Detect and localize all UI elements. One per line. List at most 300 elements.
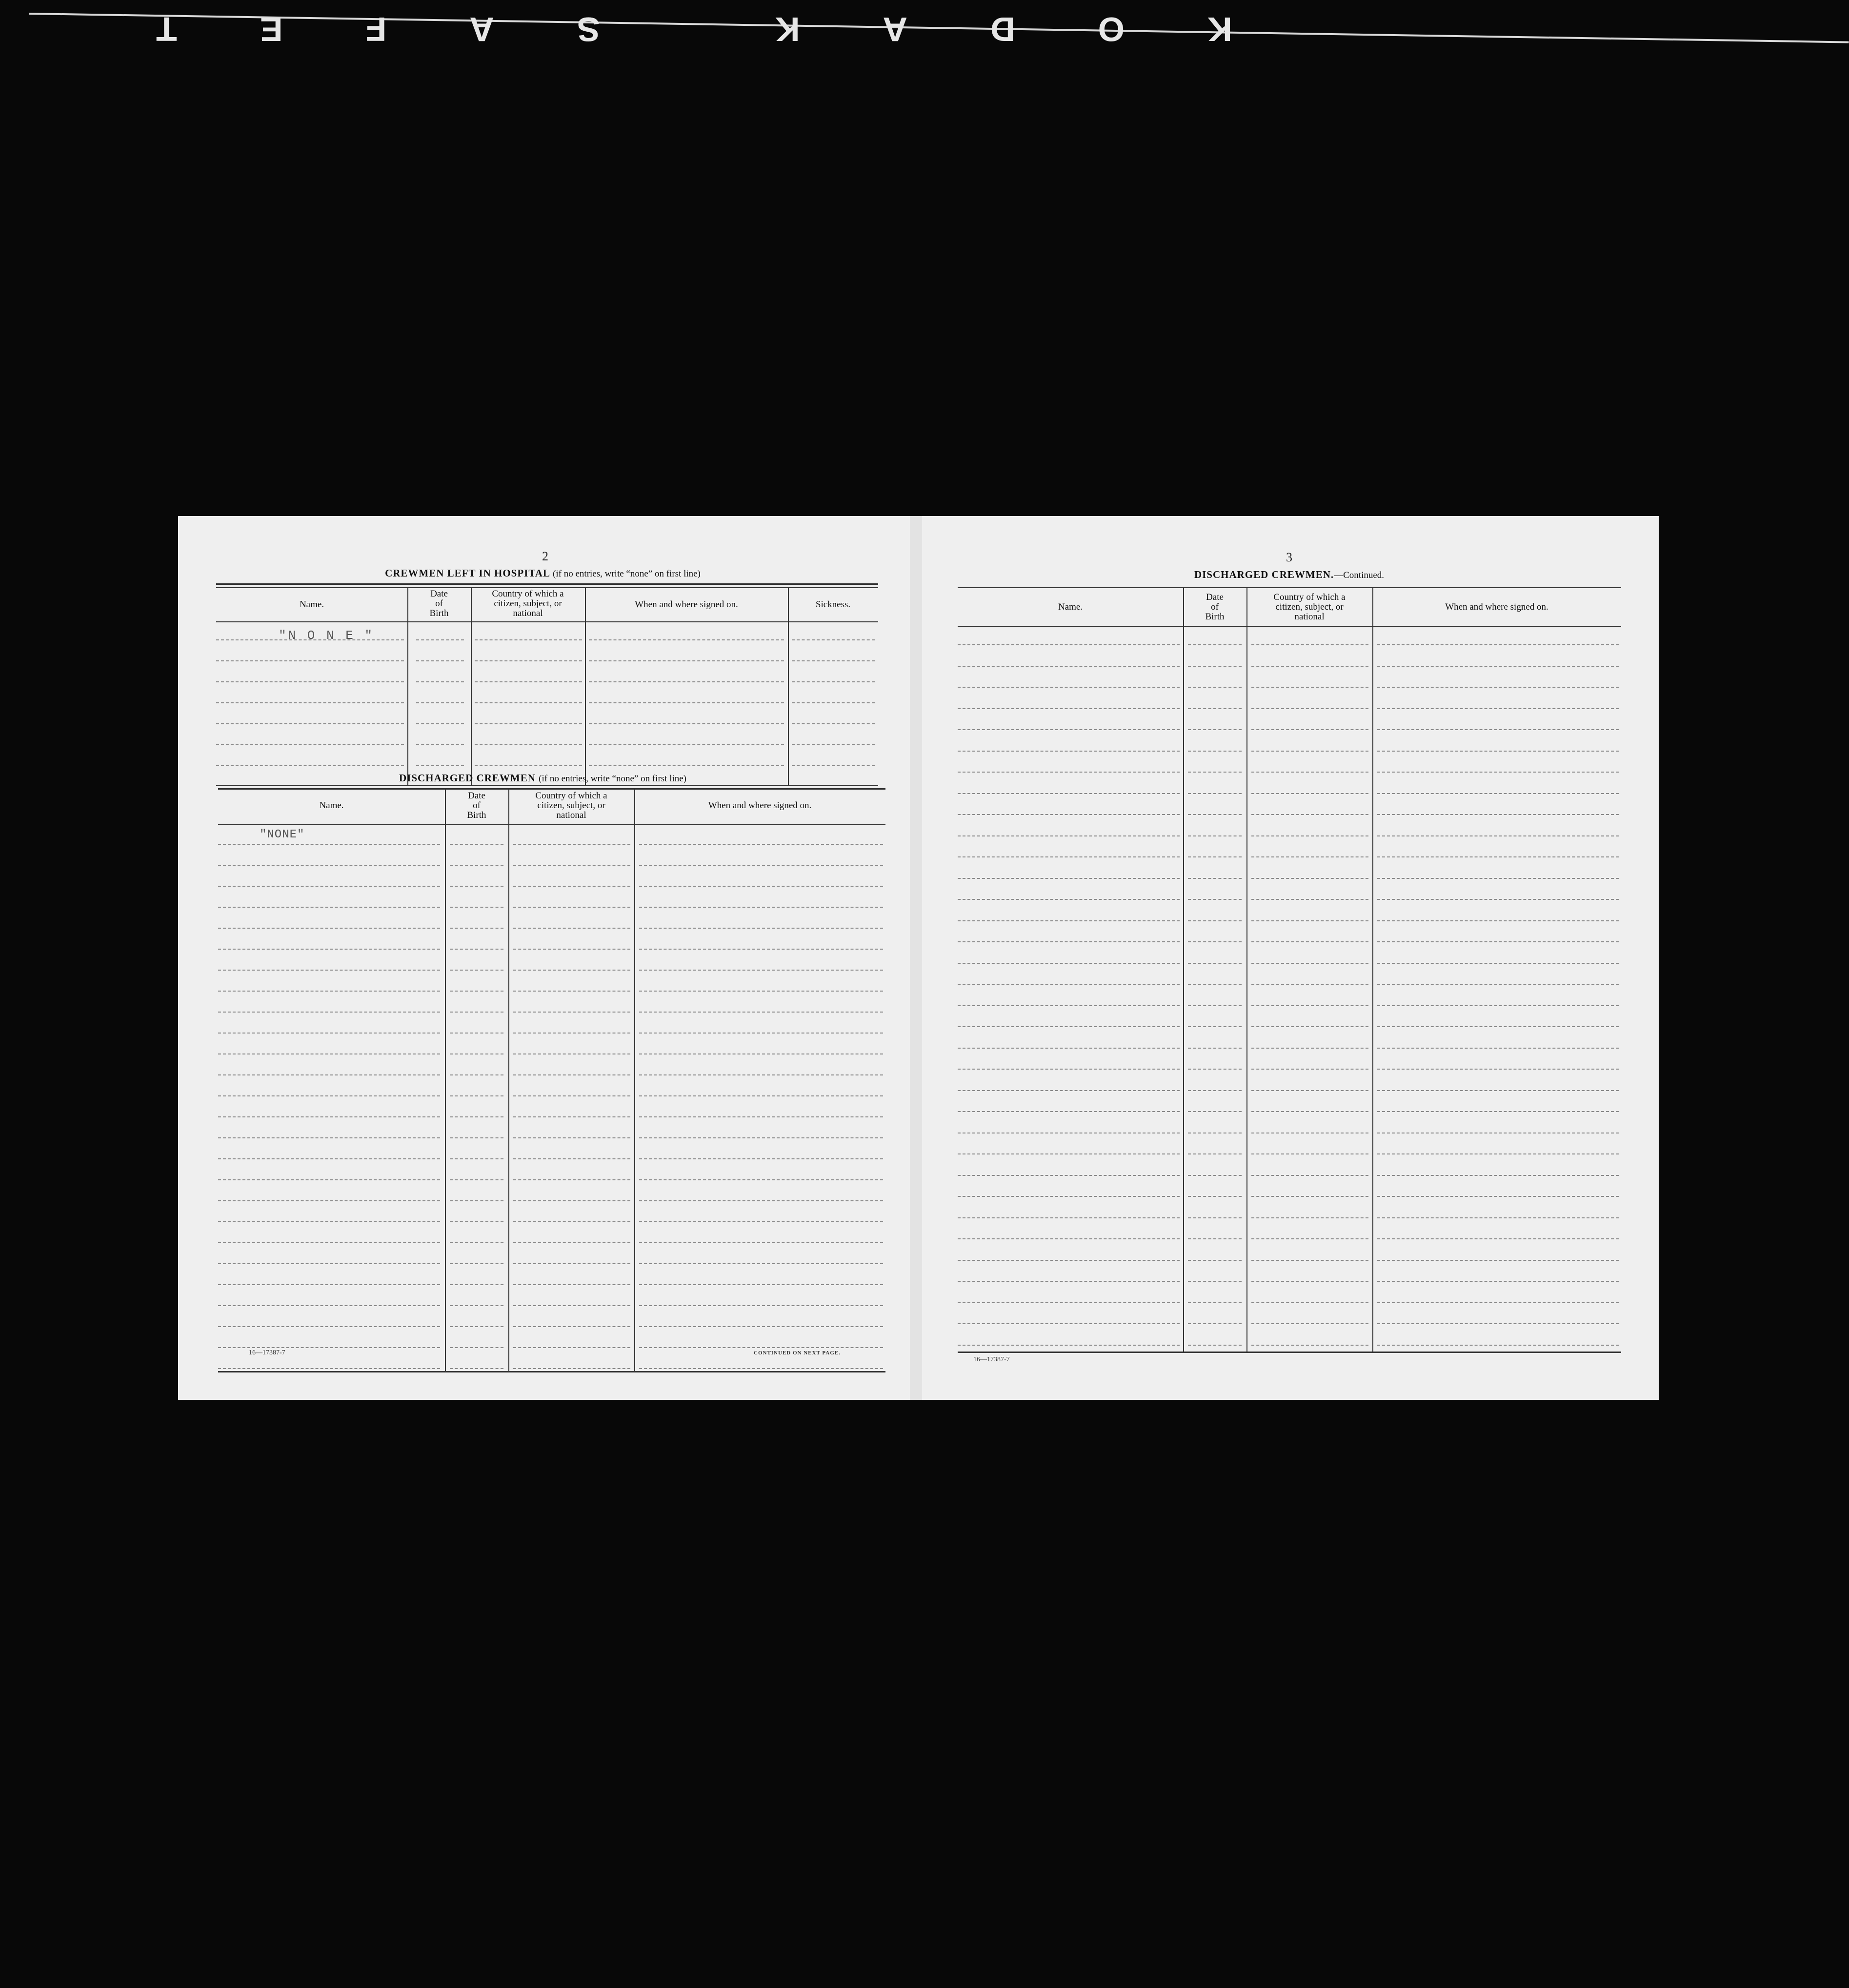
form-code: 16—17387-7: [249, 1349, 285, 1356]
ruled-line: [639, 1074, 883, 1075]
ruled-line: [1377, 1238, 1619, 1239]
ruled-line: [1251, 1153, 1368, 1154]
ruled-line: [1188, 856, 1242, 857]
ruled-line: [218, 1305, 440, 1306]
ruled-line: [639, 1305, 883, 1306]
film-edge: [0, 0, 1849, 46]
ruled-line: [958, 1217, 1180, 1218]
ruled-line: [1188, 1196, 1242, 1197]
ruled-line: [450, 1033, 503, 1034]
ruled-line: [218, 970, 440, 971]
ruled-line: [639, 991, 883, 992]
col-header-signed-on: When and where signed on.: [635, 599, 738, 610]
col-header-date-of-birth: Date of Birth: [1205, 592, 1225, 622]
film-edge-marking: KODAK SAFET: [73, 10, 1232, 48]
ruled-line: [416, 765, 464, 766]
ruled-line: [216, 681, 404, 682]
discharged-continued-table: [958, 587, 1621, 1355]
ruled-line: [1188, 1026, 1242, 1027]
ruled-line: [958, 772, 1180, 773]
ruled-line: [475, 765, 582, 766]
ruled-line: [639, 1095, 883, 1096]
col-header-signed-on: When and where signed on.: [708, 800, 812, 811]
ruled-line: [639, 949, 883, 950]
ruled-line: [1188, 1345, 1242, 1346]
ruled-line: [1377, 793, 1619, 794]
ruled-line: [639, 1263, 883, 1264]
ruled-line: [1251, 963, 1368, 964]
ruled-line: [1251, 1048, 1368, 1049]
ruled-line: [1251, 1281, 1368, 1282]
ruled-line: [475, 702, 582, 703]
ruled-line: [513, 1305, 630, 1306]
ruled-line: [218, 1179, 440, 1180]
ruled-line: [1188, 1260, 1242, 1261]
ruled-line: [450, 1012, 503, 1013]
ruled-line: [589, 702, 784, 703]
discharged-instruction: (if no entries, write “none” on first line): [539, 774, 687, 784]
ruled-line: [218, 928, 440, 929]
discharged-table: [218, 788, 885, 1376]
ruled-line: [450, 1095, 503, 1096]
ruled-line: [589, 681, 784, 682]
ruled-line: [450, 1305, 503, 1306]
ruled-line: [639, 1242, 883, 1243]
ruled-line: [513, 1347, 630, 1348]
ruled-line: [792, 765, 875, 766]
ruled-line: [1377, 1111, 1619, 1112]
ruled-line: [513, 844, 630, 845]
ruled-line: [218, 865, 440, 866]
ruled-line: [1251, 856, 1368, 857]
ruled-line: [1251, 1260, 1368, 1261]
ruled-line: [1377, 1069, 1619, 1070]
ruled-line: [218, 1263, 440, 1264]
ruled-line: [1188, 1217, 1242, 1218]
ruled-line: [639, 1347, 883, 1348]
ruled-line: [639, 970, 883, 971]
ruled-line: [1377, 1090, 1619, 1091]
ruled-line: [639, 1158, 883, 1159]
hospital-section-title: [178, 567, 907, 579]
hospital-instruction: (if no entries, write “none” on first line): [553, 569, 701, 579]
ruled-line: [1251, 666, 1368, 667]
ruled-line: [450, 1074, 503, 1075]
ruled-line: [639, 1179, 883, 1180]
ruled-line: [1188, 1005, 1242, 1006]
ruled-line: [1188, 1281, 1242, 1282]
ruled-line: [1251, 920, 1368, 921]
ruled-line: [958, 1175, 1180, 1176]
ruled-line: [513, 1033, 630, 1034]
col-header-country: Country of which a citizen, subject, or national: [535, 791, 607, 820]
ruled-line: [416, 660, 464, 661]
ruled-line: [1188, 1090, 1242, 1091]
ruled-line: [450, 1179, 503, 1180]
col-header-name: Name.: [1058, 602, 1083, 612]
ruled-line: [416, 681, 464, 682]
ruled-line: [1377, 814, 1619, 815]
ruled-line: [1188, 814, 1242, 815]
ruled-line: [513, 1012, 630, 1013]
ruled-line: [218, 907, 440, 908]
ruled-line: [416, 702, 464, 703]
ruled-line: [513, 1263, 630, 1264]
ruled-line: [1377, 644, 1619, 645]
ruled-line: [792, 702, 875, 703]
ruled-line: [1188, 751, 1242, 752]
ruled-line: [589, 765, 784, 766]
ruled-line: [513, 928, 630, 929]
ruled-line: [513, 1368, 630, 1369]
col-header-country: Country of which a citizen, subject, or national: [1273, 592, 1346, 622]
ruled-line: [1251, 814, 1368, 815]
ruled-line: [1377, 687, 1619, 688]
ruled-line: [450, 928, 503, 929]
ruled-line: [450, 1137, 503, 1138]
ruled-line: [1251, 984, 1368, 985]
ruled-line: [513, 1326, 630, 1327]
page-number: 2: [542, 549, 548, 563]
ruled-line: [589, 723, 784, 724]
ruled-line: [958, 708, 1180, 709]
discharged-continued-title: [920, 569, 1659, 581]
ruled-line: [450, 1158, 503, 1159]
ruled-line: [639, 1200, 883, 1201]
ruled-line: [1188, 729, 1242, 730]
ruled-line: [218, 1137, 440, 1138]
col-header-name: Name.: [299, 599, 324, 610]
ruled-line: [1377, 878, 1619, 879]
ruled-line: [792, 723, 875, 724]
ruled-line: [1188, 1175, 1242, 1176]
ruled-line: [513, 949, 630, 950]
ruled-line: [475, 723, 582, 724]
ruled-line: [958, 1302, 1180, 1303]
ruled-line: [1251, 941, 1368, 942]
ruled-line: [958, 666, 1180, 667]
ruled-line: [639, 1033, 883, 1034]
ruled-line: [1251, 1217, 1368, 1218]
ruled-line: [513, 991, 630, 992]
ruled-line: [450, 865, 503, 866]
ruled-line: [1377, 835, 1619, 836]
ruled-line: [1377, 729, 1619, 730]
ruled-line: [639, 865, 883, 866]
discharged-section-title: [178, 772, 907, 784]
ruled-line: [1188, 708, 1242, 709]
ruled-line: [639, 1012, 883, 1013]
ruled-line: [513, 1200, 630, 1201]
ruled-line: [1188, 963, 1242, 964]
document-sheet: [178, 516, 1659, 1400]
ruled-line: [792, 639, 875, 640]
ruled-line: [958, 1345, 1180, 1346]
ruled-line: [958, 751, 1180, 752]
ruled-line: [639, 844, 883, 845]
ruled-line: [218, 1116, 440, 1117]
ruled-line: [589, 639, 784, 640]
ruled-line: [1188, 920, 1242, 921]
ruled-line: [218, 1242, 440, 1243]
ruled-line: [639, 1326, 883, 1327]
ruled-line: [639, 886, 883, 887]
ruled-line: [958, 899, 1180, 900]
ruled-line: [1188, 1323, 1242, 1324]
ruled-line: [1188, 644, 1242, 645]
continued-suffix: —Continued.: [1334, 570, 1385, 580]
ruled-line: [1251, 708, 1368, 709]
ruled-line: [450, 1116, 503, 1117]
ruled-line: [589, 744, 784, 745]
ruled-line: [1377, 1153, 1619, 1154]
ruled-line: [450, 1242, 503, 1243]
ruled-line: [513, 1284, 630, 1285]
ruled-line: [958, 1026, 1180, 1027]
ruled-line: [1377, 920, 1619, 921]
ruled-line: [958, 1090, 1180, 1091]
ruled-line: [450, 1347, 503, 1348]
ruled-line: [1377, 772, 1619, 773]
ruled-line: [218, 1033, 440, 1034]
ruled-line: [1188, 899, 1242, 900]
ruled-line: [1251, 1026, 1368, 1027]
ruled-line: [958, 1281, 1180, 1282]
ruled-line: [958, 644, 1180, 645]
ruled-line: [1251, 1005, 1368, 1006]
ruled-line: [1188, 835, 1242, 836]
ruled-line: [450, 949, 503, 950]
ruled-line: [958, 729, 1180, 730]
ruled-line: [450, 1284, 503, 1285]
ruled-line: [475, 681, 582, 682]
form-code: 16—17387-7: [973, 1356, 1010, 1363]
ruled-line: [1377, 1026, 1619, 1027]
ruled-line: [450, 1326, 503, 1327]
ruled-line: [1188, 941, 1242, 942]
ruled-line: [639, 1221, 883, 1222]
ruled-line: [513, 1116, 630, 1117]
ruled-line: [218, 949, 440, 950]
ruled-line: [1251, 1196, 1368, 1197]
ruled-line: [1377, 1217, 1619, 1218]
ruled-line: [1251, 1302, 1368, 1303]
ruled-line: [1251, 1323, 1368, 1324]
ruled-line: [1377, 1302, 1619, 1303]
hospital-entry: "N O N E ": [279, 628, 375, 643]
ruled-line: [216, 744, 404, 745]
col-header-sickness: Sickness.: [815, 599, 851, 610]
ruled-line: [218, 1368, 440, 1369]
discharged-title-text: DISCHARGED CREWMEN: [399, 772, 536, 784]
ruled-line: [450, 970, 503, 971]
ruled-line: [792, 660, 875, 661]
ruled-line: [958, 1069, 1180, 1070]
ruled-line: [1377, 1005, 1619, 1006]
ruled-line: [513, 1242, 630, 1243]
ruled-line: [218, 1074, 440, 1075]
ruled-line: [513, 1074, 630, 1075]
ruled-line: [1251, 751, 1368, 752]
ruled-line: [450, 991, 503, 992]
ruled-line: [216, 723, 404, 724]
ruled-line: [639, 1368, 883, 1369]
ruled-line: [1188, 1048, 1242, 1049]
ruled-line: [1377, 1323, 1619, 1324]
ruled-line: [1377, 666, 1619, 667]
ruled-line: [1251, 1069, 1368, 1070]
ruled-line: [958, 814, 1180, 815]
right-page: [920, 516, 1659, 1400]
col-header-country: Country of which a citizen, subject, or national: [492, 589, 564, 618]
col-header-date-of-birth: Date of Birth: [467, 791, 486, 820]
ruled-line: [513, 970, 630, 971]
ruled-line: [1251, 1090, 1368, 1091]
ruled-line: [958, 1005, 1180, 1006]
ruled-line: [1251, 835, 1368, 836]
ruled-line: [513, 1095, 630, 1096]
ruled-line: [450, 1200, 503, 1201]
ruled-line: [1251, 793, 1368, 794]
ruled-line: [1188, 687, 1242, 688]
ruled-line: [639, 1116, 883, 1117]
ruled-line: [958, 793, 1180, 794]
ruled-line: [1251, 1175, 1368, 1176]
ruled-line: [958, 920, 1180, 921]
ruled-line: [450, 1368, 503, 1369]
ruled-line: [1251, 644, 1368, 645]
ruled-line: [1377, 1260, 1619, 1261]
ruled-line: [1188, 1111, 1242, 1112]
ruled-line: [1377, 963, 1619, 964]
ruled-line: [958, 1238, 1180, 1239]
ruled-line: [1251, 687, 1368, 688]
ruled-line: [218, 1012, 440, 1013]
ruled-line: [1188, 1302, 1242, 1303]
ruled-line: [416, 639, 464, 640]
ruled-line: [1188, 1238, 1242, 1239]
ruled-line: [1377, 1345, 1619, 1346]
ruled-line: [1188, 984, 1242, 985]
ruled-line: [1188, 666, 1242, 667]
page-number: 3: [1286, 550, 1292, 564]
ruled-line: [1377, 1281, 1619, 1282]
ruled-line: [218, 844, 440, 845]
ruled-line: [639, 907, 883, 908]
ruled-line: [216, 660, 404, 661]
ruled-line: [958, 984, 1180, 985]
ruled-line: [639, 928, 883, 929]
ruled-line: [1377, 899, 1619, 900]
ruled-line: [218, 1221, 440, 1222]
ruled-line: [450, 844, 503, 845]
ruled-line: [450, 886, 503, 887]
ruled-line: [218, 1095, 440, 1096]
ruled-line: [513, 865, 630, 866]
hospital-title-text: CREWMEN LEFT IN HOSPITAL: [385, 567, 550, 579]
ruled-line: [216, 765, 404, 766]
ruled-line: [218, 1158, 440, 1159]
col-header-signed-on: When and where signed on.: [1445, 602, 1548, 612]
ruled-line: [1377, 1196, 1619, 1197]
continued-note: CONTINUED ON NEXT PAGE.: [754, 1350, 841, 1356]
discharged-entry: "NONE": [260, 828, 305, 841]
ruled-line: [639, 1137, 883, 1138]
ruled-line: [450, 907, 503, 908]
ruled-line: [1251, 1111, 1368, 1112]
ruled-line: [450, 1263, 503, 1264]
ruled-line: [1188, 772, 1242, 773]
ruled-line: [513, 1137, 630, 1138]
ruled-line: [958, 1048, 1180, 1049]
ruled-line: [218, 991, 440, 992]
ruled-line: [1188, 1153, 1242, 1154]
ruled-line: [1377, 984, 1619, 985]
ruled-line: [958, 687, 1180, 688]
col-header-name: Name.: [319, 800, 344, 811]
ruled-line: [958, 1323, 1180, 1324]
ruled-line: [218, 1200, 440, 1201]
ruled-line: [1377, 708, 1619, 709]
ruled-line: [1251, 729, 1368, 730]
ruled-line: [218, 1326, 440, 1327]
ruled-line: [792, 744, 875, 745]
ruled-line: [1251, 899, 1368, 900]
ruled-line: [1251, 878, 1368, 879]
ruled-line: [513, 886, 630, 887]
ruled-line: [1377, 856, 1619, 857]
ruled-line: [958, 856, 1180, 857]
col-header-date-of-birth: Date of Birth: [429, 589, 449, 618]
ruled-line: [475, 639, 582, 640]
ruled-line: [1188, 878, 1242, 879]
ruled-line: [958, 1111, 1180, 1112]
ruled-line: [216, 702, 404, 703]
hospital-table: [216, 583, 878, 788]
ruled-line: [958, 1196, 1180, 1197]
ruled-line: [513, 1179, 630, 1180]
ruled-line: [1377, 1175, 1619, 1176]
ruled-line: [958, 941, 1180, 942]
ruled-line: [589, 660, 784, 661]
ruled-line: [1377, 1048, 1619, 1049]
ruled-line: [792, 681, 875, 682]
ruled-line: [1188, 1069, 1242, 1070]
ruled-line: [1251, 1345, 1368, 1346]
ruled-line: [475, 660, 582, 661]
ruled-line: [1251, 772, 1368, 773]
ruled-line: [513, 1221, 630, 1222]
ruled-line: [218, 886, 440, 887]
ruled-line: [513, 1158, 630, 1159]
ruled-line: [416, 723, 464, 724]
ruled-line: [639, 1284, 883, 1285]
ruled-line: [450, 1221, 503, 1222]
ruled-line: [1188, 793, 1242, 794]
discharged-continued-title-text: DISCHARGED CREWMEN.: [1194, 569, 1334, 580]
ruled-line: [958, 835, 1180, 836]
ruled-line: [958, 878, 1180, 879]
ruled-line: [1377, 941, 1619, 942]
ruled-line: [958, 963, 1180, 964]
ruled-line: [218, 1284, 440, 1285]
ruled-line: [958, 1153, 1180, 1154]
ruled-line: [1377, 751, 1619, 752]
ruled-line: [416, 744, 464, 745]
ruled-line: [1251, 1238, 1368, 1239]
ruled-line: [958, 1260, 1180, 1261]
ruled-line: [218, 1347, 440, 1348]
